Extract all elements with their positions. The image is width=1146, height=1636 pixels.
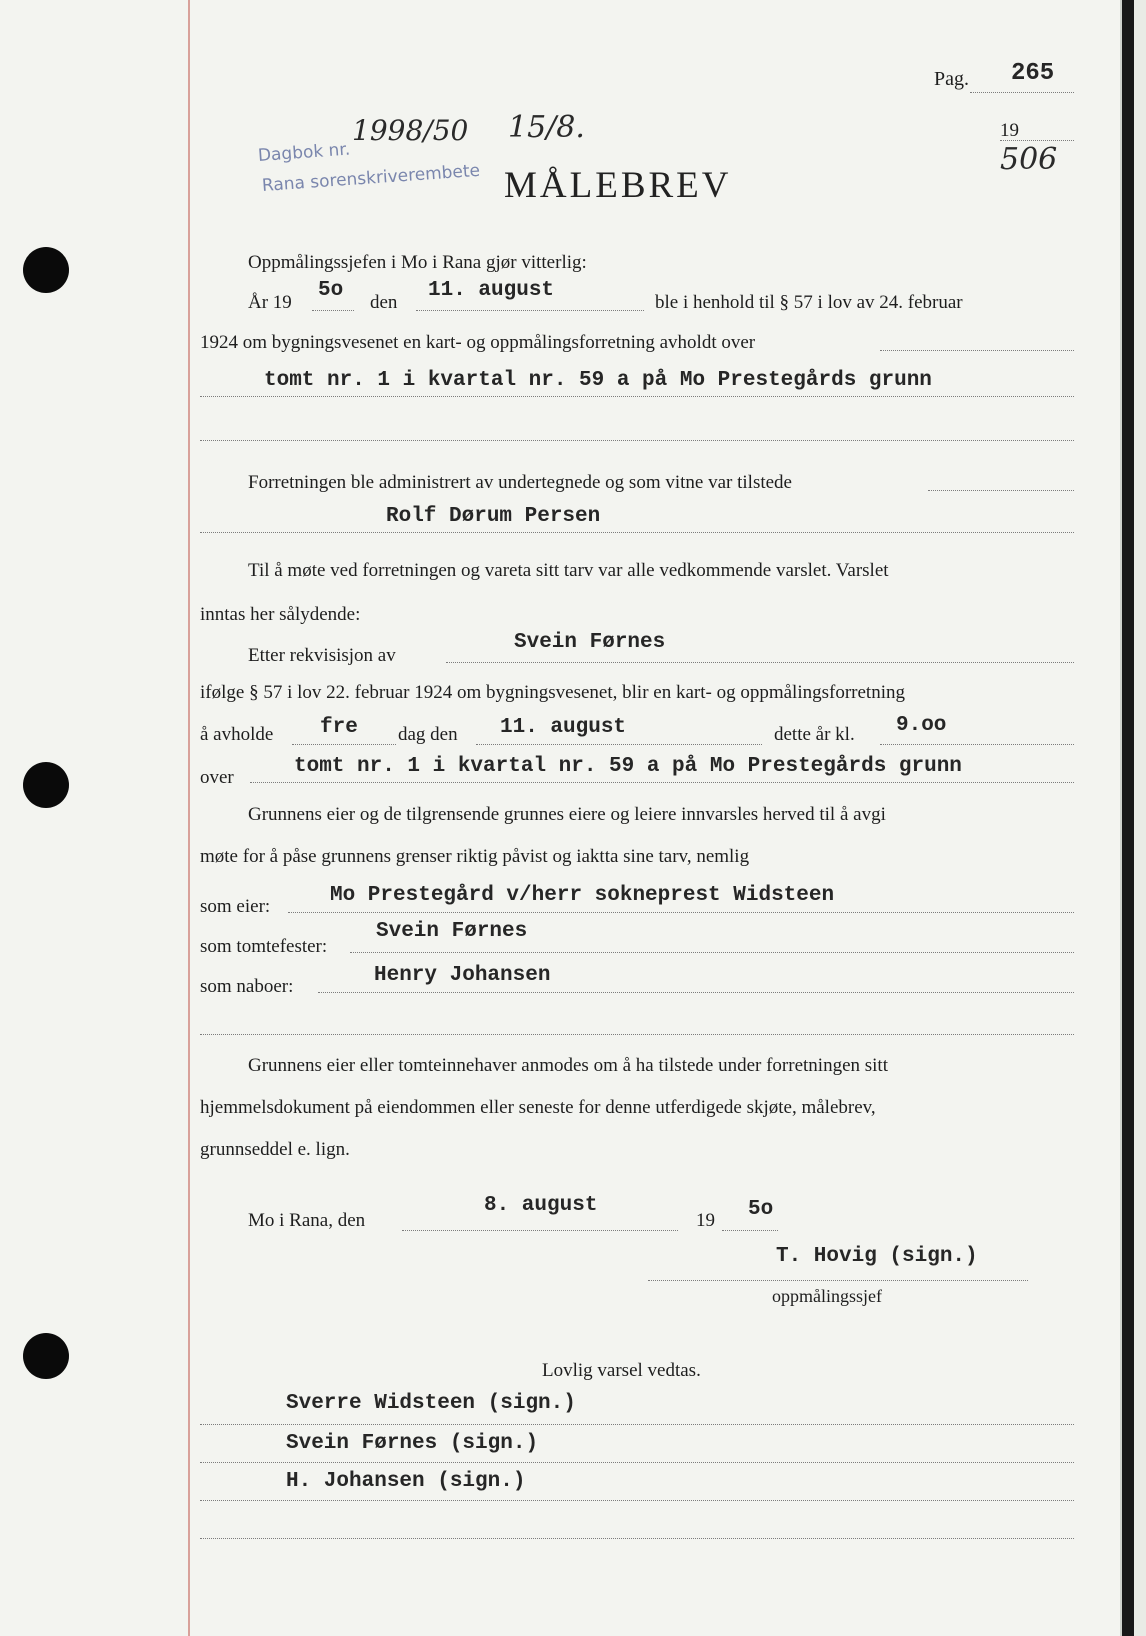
page-number: 265 xyxy=(1011,60,1055,87)
page-number-line xyxy=(970,92,1074,93)
weekday-value: fre xyxy=(320,716,358,739)
tomtefester-line xyxy=(350,952,1074,953)
meeting-time-line xyxy=(880,744,1074,745)
rekvisisjon-value: Svein Førnes xyxy=(514,631,666,654)
den-label: den xyxy=(370,292,398,313)
naboer-blank-line xyxy=(200,1034,1074,1035)
punch-hole-middle xyxy=(23,762,69,808)
punch-hole-top xyxy=(23,247,69,293)
property-description: tomt nr. 1 i kvartal nr. 59 a på Mo Prestegårds grunn xyxy=(264,369,932,392)
eier-line xyxy=(288,912,1074,913)
margin-rule xyxy=(188,0,190,1636)
signoff-date-line xyxy=(402,1230,678,1231)
place-date-label: Mo i Rana, den xyxy=(248,1210,366,1231)
year-value-line xyxy=(312,310,354,311)
tomtefester-label: som tomtefester: xyxy=(200,936,328,957)
administrert-line xyxy=(928,490,1074,491)
varslet-text-1: Til å møte ved forretningen og vareta sitt tarv var alle vedkommende varslet. Varslet xyxy=(248,560,889,581)
over-line xyxy=(880,350,1074,351)
signature-rule-2 xyxy=(200,1462,1074,1463)
eier-label: som eier: xyxy=(200,896,271,917)
avholde-label: å avholde xyxy=(200,724,274,745)
witness-line xyxy=(200,532,1074,533)
naboer-label: som naboer: xyxy=(200,976,294,997)
ifolge-text: ifølge § 57 i lov 22. februar 1924 om bygningsvesenet, blir en kart- og oppmålingsforretning xyxy=(200,682,905,703)
administrert-text: Forretningen ble administrert av undertegnede og som vitne var tilstede xyxy=(248,472,792,493)
surveyor-signature-line xyxy=(648,1280,1028,1281)
meeting-time: 9.oo xyxy=(896,714,947,737)
property-line-2 xyxy=(250,782,1074,783)
henhold-text: ble i henhold til § 57 i lov av 24. februar xyxy=(655,292,963,313)
anmodes-text-1: Grunnens eier eller tomteinnehaver anmodes om å ha tilstede under forretningen sitt xyxy=(248,1055,888,1076)
surveyor-signature: T. Hovig (sign.) xyxy=(776,1245,978,1268)
date-value: 11. august xyxy=(428,279,555,302)
surveyor-title: oppmålingssjef xyxy=(772,1286,882,1306)
varslet-text-2: inntas her sålydende: xyxy=(200,604,361,625)
lovlig-varsel-text: Lovlig varsel vedtas. xyxy=(542,1360,701,1381)
signature-rule-3 xyxy=(200,1500,1074,1501)
tomtefester-value: Svein Førnes xyxy=(376,920,528,943)
weekday-line xyxy=(292,744,396,745)
signoff-date: 8. august xyxy=(484,1194,598,1217)
meeting-date-line xyxy=(476,744,762,745)
signoff-year: 5o xyxy=(748,1198,774,1221)
rekvisisjon-label: Etter rekvisisjon av xyxy=(248,645,396,666)
signature-rule-1 xyxy=(200,1424,1074,1425)
anmodes-text-3: grunnseddel e. lign. xyxy=(200,1139,350,1160)
intro-text: Oppmålingssjefen i Mo i Rana gjør vitterlig: xyxy=(248,252,587,273)
dag-den-label: dag den xyxy=(398,724,458,745)
naboer-line xyxy=(318,992,1074,993)
rekvisisjon-line xyxy=(446,662,1074,663)
page-label: Pag. xyxy=(934,68,969,90)
over-label: over xyxy=(200,767,234,788)
year-label: År 19 xyxy=(248,292,292,313)
signature-rule-4 xyxy=(200,1538,1074,1539)
meeting-date: 11. august xyxy=(500,716,627,739)
signoff-year-line xyxy=(722,1230,778,1231)
signature-line-3: H. Johansen (sign.) xyxy=(286,1470,526,1493)
eier-value: Mo Prestegård v/herr sokneprest Widsteen xyxy=(330,884,835,907)
scan-edge xyxy=(1122,0,1134,1636)
property-description-2: tomt nr. 1 i kvartal nr. 59 a på Mo Prestegårds grunn xyxy=(294,755,962,778)
year-prefix: 19 xyxy=(1000,120,1019,141)
year-handwritten: 506 xyxy=(1000,142,1058,177)
blank-line xyxy=(200,440,1074,441)
year-line xyxy=(1000,140,1074,141)
grunnens-text-2: møte for å påse grunnens grenser riktig påvist og iaktta sine tarv, nemlig xyxy=(200,846,750,867)
grunnens-text-1: Grunnens eier og de tilgrensende grunnes eiere og leiere innvarsles herved til å avgi xyxy=(248,804,886,825)
document-title: MÅLEBREV xyxy=(504,165,732,206)
signature-line-2: Svein Førnes (sign.) xyxy=(286,1432,539,1455)
stamp-line-2: Rana sorenskriverembete xyxy=(261,160,481,196)
law-1924-text: 1924 om bygningsvesenet en kart- og oppmålingsforretning avholdt over xyxy=(200,332,756,353)
punch-hole-bottom xyxy=(23,1333,69,1379)
anmodes-text-2: hjemmelsdokument på eiendommen eller seneste for denne utferdigede skjøte, målebrev, xyxy=(200,1097,876,1118)
journal-date: 15/8. xyxy=(508,110,585,145)
signoff-year-prefix: 19 xyxy=(696,1210,715,1231)
year-value: 5o xyxy=(318,279,344,302)
stamp-line-1: Dagbok nr. xyxy=(257,139,351,166)
journal-number: 1998/50 xyxy=(352,114,469,147)
property-line xyxy=(200,396,1074,397)
naboer-value: Henry Johansen xyxy=(374,964,551,987)
date-line xyxy=(416,310,644,311)
witness-name: Rolf Dørum Persen xyxy=(386,505,601,528)
signature-line-1: Sverre Widsteen (sign.) xyxy=(286,1392,576,1415)
dette-label: dette år kl. xyxy=(774,724,855,745)
